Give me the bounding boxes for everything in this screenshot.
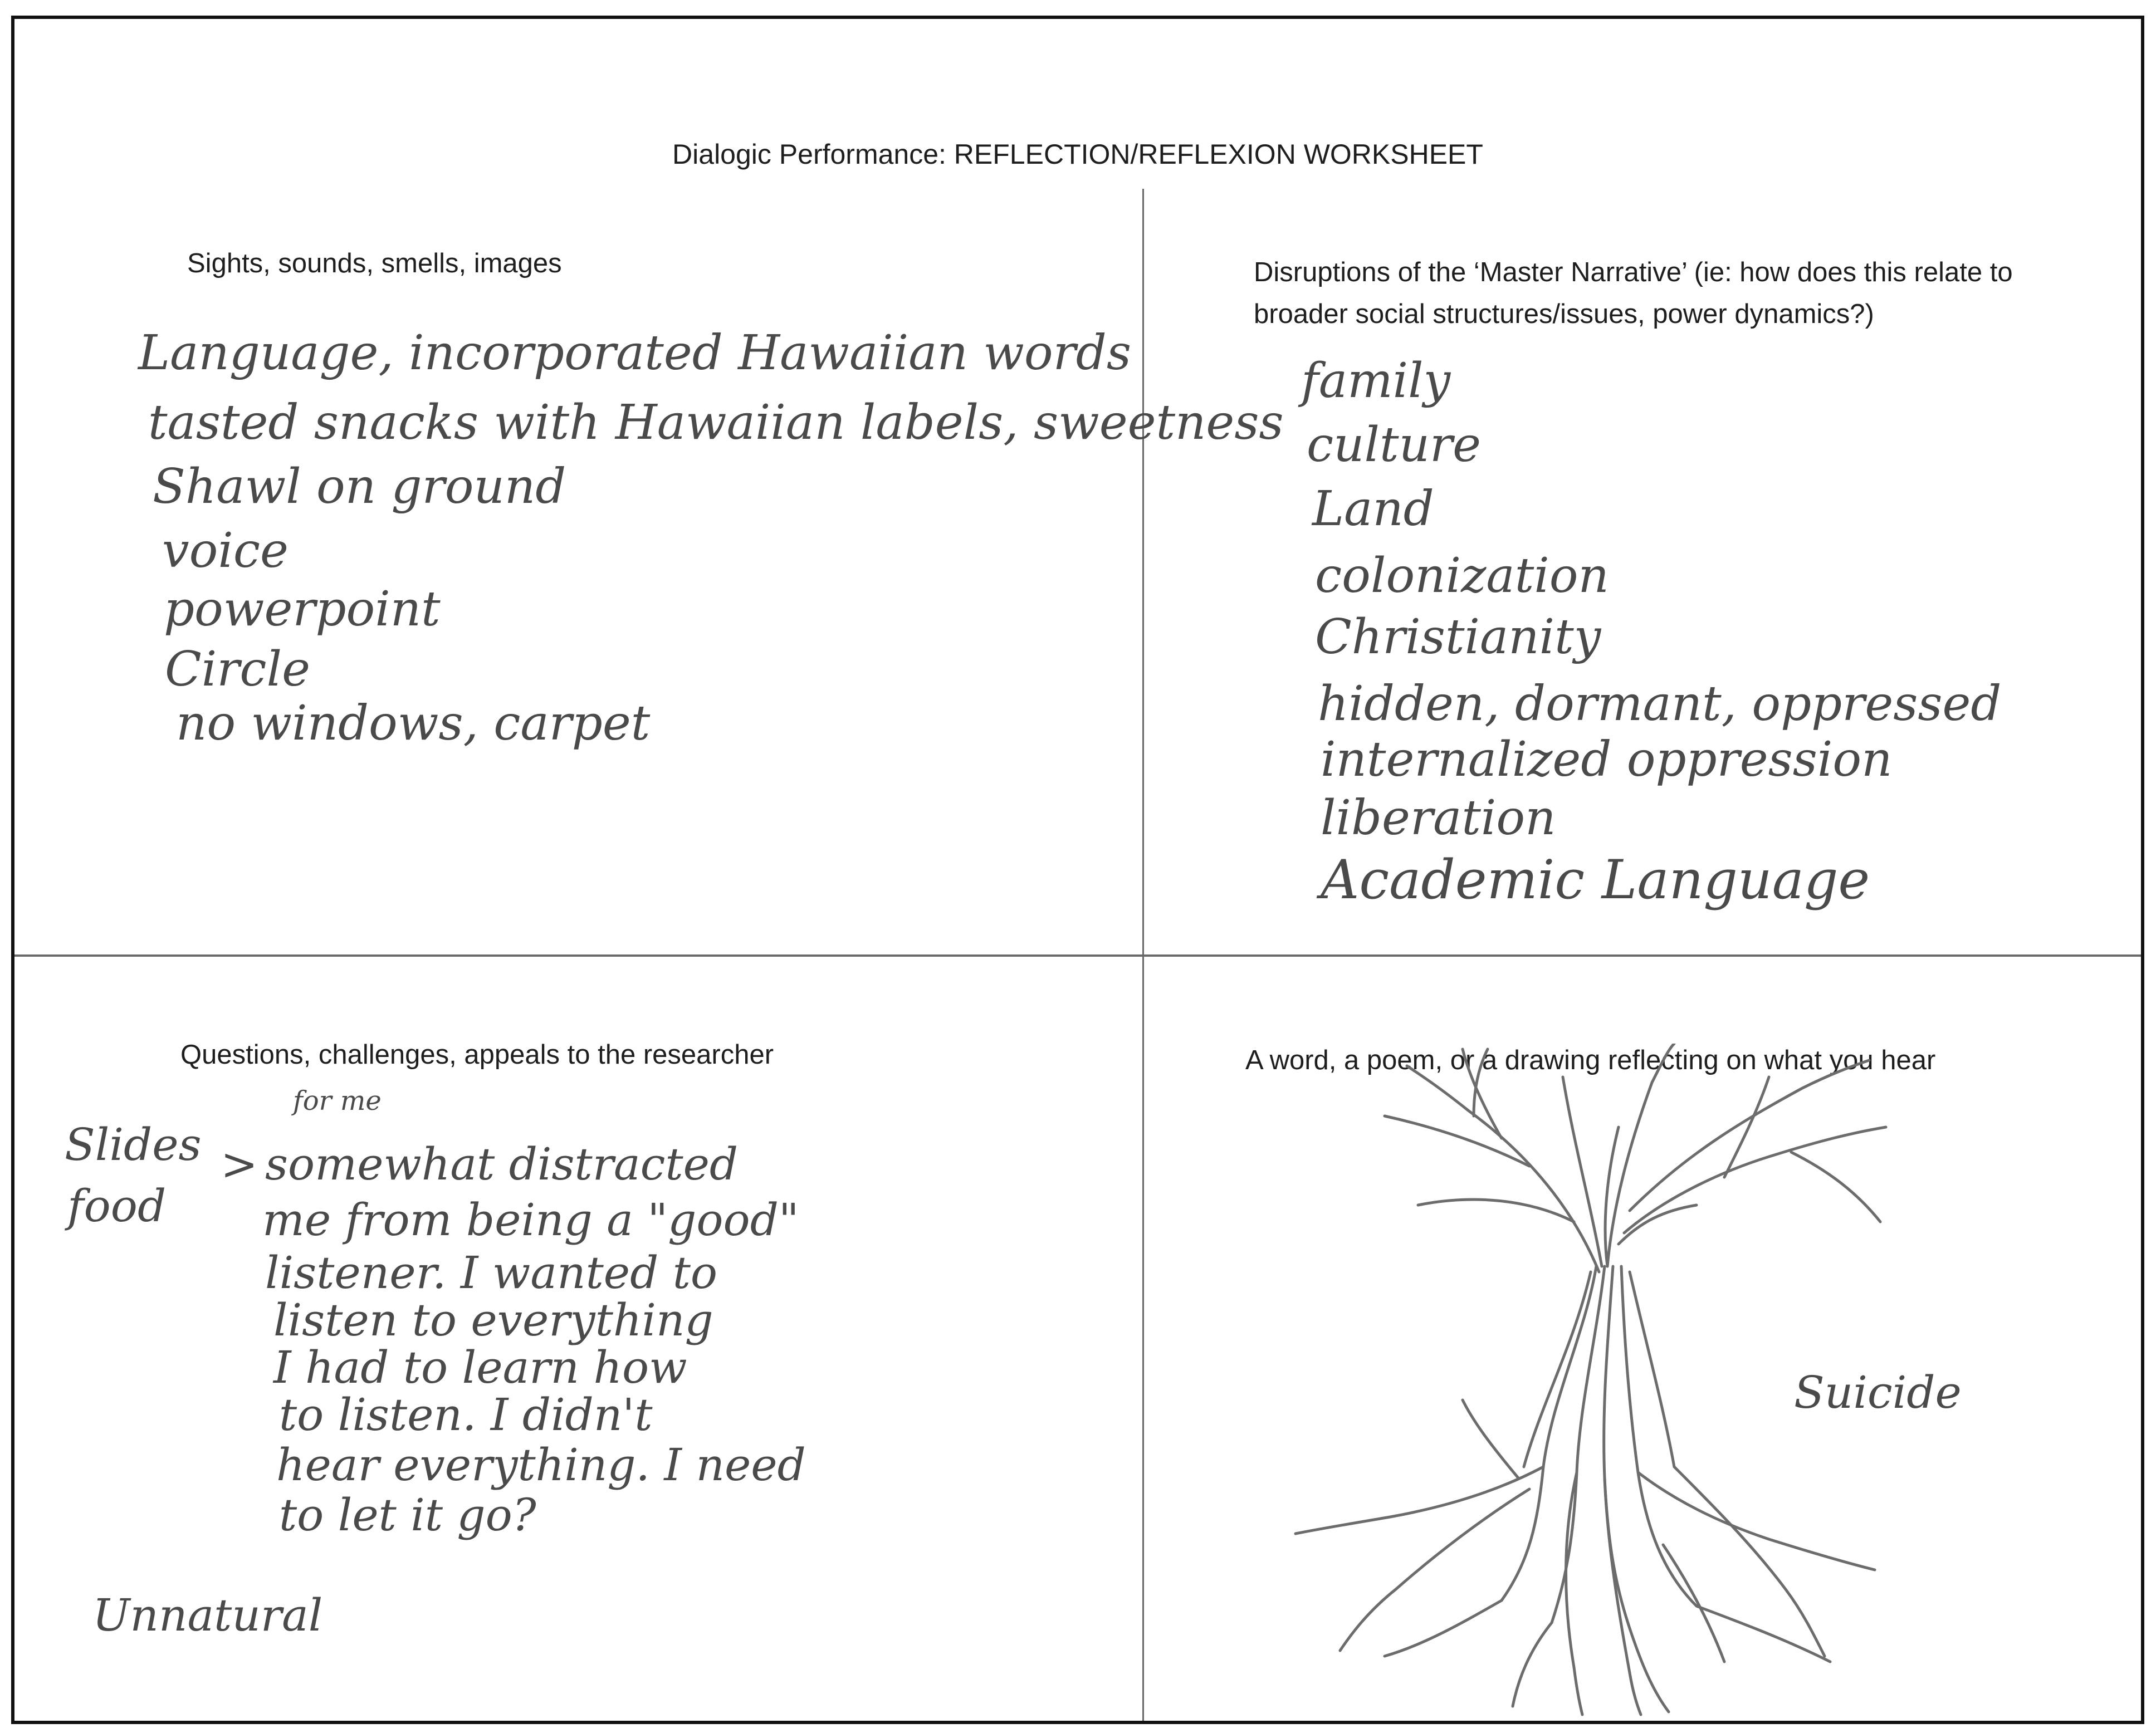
note-line: culture [1307,417,1482,473]
note-line: powerpoint [164,581,441,637]
note-line: tasted snacks with Hawaiian labels, sweetness [148,395,1284,451]
bracket-mark: > [221,1138,258,1190]
note-line: family [1301,353,1451,409]
note-line: listener. I wanted to [265,1247,718,1299]
note-line: no windows, carpet [176,696,651,751]
quadrant-heading-line2: broader social structures/issues, power dynamics?) [1254,299,1874,329]
quadrant-heading: A word, a poem, or a drawing reflecting on what you hear [1245,1045,1936,1075]
note-line: hidden, dormant, oppressed [1318,676,2002,732]
worksheet-page [11,16,2144,1724]
reflection-word: Suicide [1794,1367,1962,1418]
note-line: Language, incorporated Hawaiian words [138,325,1131,381]
note-line: somewhat distracted [265,1138,739,1190]
note-line: to let it go? [279,1489,536,1541]
quadrant-heading: Questions, challenges, appeals to the researcher [180,1040,774,1070]
note-line: me from being a "good" [262,1194,799,1246]
quadrant-heading: Sights, sounds, smells, images [187,248,562,278]
margin-word: food [67,1180,167,1232]
note-line: colonization [1315,548,1609,604]
note-line: Land [1312,481,1434,537]
note-line: I had to learn how [273,1342,687,1393]
note-line: listen to everything [273,1294,713,1346]
footer-word: Unnatural [92,1589,323,1641]
margin-word: Slides [65,1119,202,1171]
note-line: internalized oppression [1321,732,1893,787]
note-line: Circle [165,642,310,697]
note-line: hear everything. I need [276,1439,806,1491]
worksheet-title: Dialogic Performance: REFLECTION/REFLEXION WORKSHEET [672,139,1483,170]
note-line: liberation [1321,790,1556,846]
horizontal-divider [14,954,2144,957]
note-line: Academic Language [1321,849,1870,911]
note-line: Christianity [1315,609,1601,665]
note-line: Shawl on ground [153,459,566,515]
quadrant-heading-line1: Disruptions of the ‘Master Narrative’ (ie: how does this relate to [1254,257,2013,287]
note-line: voice [162,523,289,579]
note-line: to listen. I didn't [279,1389,653,1441]
margin-annotation: for me [293,1085,382,1117]
